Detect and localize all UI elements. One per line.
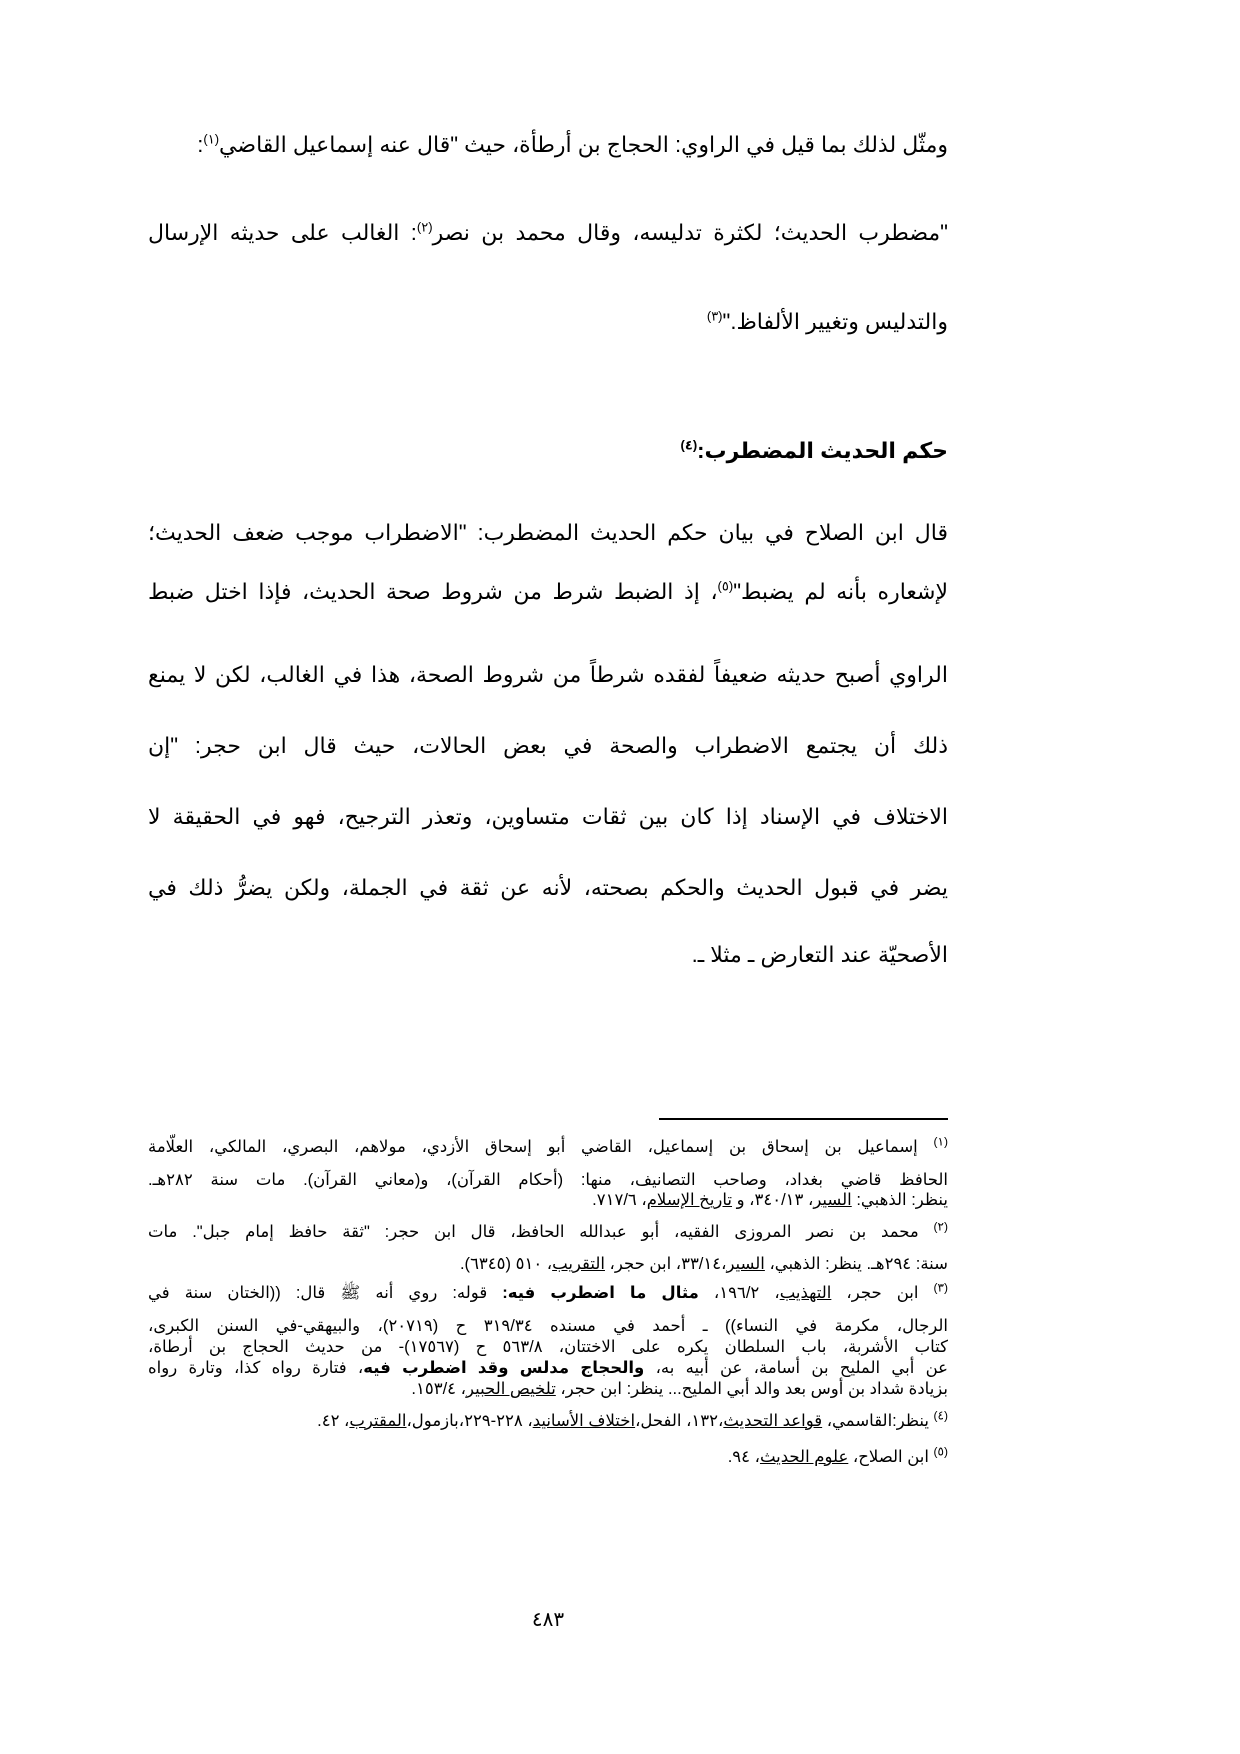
footnote-2-line bbox=[148, 1253, 948, 1275]
source-title: التهذيب bbox=[779, 1284, 832, 1302]
text-run: ينظر:القاسمي، bbox=[822, 1412, 934, 1430]
text-run: ، ٣٤٠/١٣، و bbox=[732, 1191, 814, 1209]
body-line: قال ابن الصلاح في بيان حكم الحديث المضطرب: "الاضطراب موجب ضعف الحديث؛ bbox=[148, 520, 948, 545]
bold-text: مثال ما اضطرب فيه: bbox=[502, 1284, 699, 1302]
text-run: ، ٤٢. bbox=[317, 1412, 350, 1430]
text-run: ،٣٣/١٤، ابن حجر، bbox=[604, 1255, 727, 1273]
footnote-4 bbox=[148, 1410, 948, 1432]
text-run: ، ٢٢٨-٢٢٩،بازمول، bbox=[406, 1412, 533, 1430]
text-run: : bbox=[197, 132, 204, 157]
source-title: قواعد التحديث bbox=[723, 1412, 823, 1430]
source-title: المقترب bbox=[349, 1412, 407, 1430]
text-run: "مضطرب الحديث؛ لكثرة تدليسه، وقال محمد بن نصر bbox=[432, 220, 948, 245]
body-line bbox=[148, 577, 948, 607]
footnote-ref-3[interactable]: (٣) bbox=[706, 308, 723, 324]
body-line bbox=[148, 130, 948, 160]
footnote-ref-1[interactable]: (١) bbox=[203, 131, 220, 147]
text-run: بزيادة شداد بن أوس بعد والد أبي المليح... ينظر: ابن حجر، bbox=[555, 1380, 948, 1398]
text-run: : الغالب على حديثه الإرسال bbox=[148, 220, 417, 245]
page-number: ٤٨٣ bbox=[531, 1609, 565, 1631]
footnote-3-line bbox=[148, 1378, 948, 1400]
page bbox=[148, 0, 948, 1754]
footnote-mark: (٣) bbox=[933, 1280, 948, 1295]
text-run: ، ١٥٣/٤. bbox=[411, 1380, 466, 1398]
body-line: الراوي أصبح حديثه ضعيفاً لفقده شرطاً من شروط الصحة، هذا في الغالب، لكن لا يمنع bbox=[148, 662, 948, 687]
text-run: محمد بن نصر المروزى الفقيه، أبو عبدالله الحافظ، قال ابن حجر: "ثقة حافظ إمام جبل". مات bbox=[148, 1223, 934, 1241]
text-run: ، فتارة رواه كذا، وتارة رواه bbox=[148, 1359, 364, 1377]
footnote-1-line bbox=[148, 1189, 948, 1211]
text-run: عن أبي المليح بن أسامة، عن أبيه به، bbox=[644, 1359, 948, 1377]
footnote-mark: (٤) bbox=[933, 1408, 948, 1423]
body-line: الأصحيّة عند التعارض ـ مثلا ـ. bbox=[691, 942, 948, 967]
text-run: ومثّل لذلك بما قيل في الراوي: الحجاج بن أرطأة، حيث "قال عنه إسماعيل القاضي bbox=[219, 132, 948, 157]
body-line bbox=[148, 307, 948, 337]
body-line: الاختلاف في الإسناد إذا كان بين ثقات متساوين، وتعذر الترجيح، فهو في الحقيقة لا bbox=[148, 804, 949, 829]
footnote-1 bbox=[148, 1136, 948, 1158]
footnote-5 bbox=[148, 1446, 948, 1468]
footnote-3 bbox=[148, 1282, 948, 1304]
footnote-ref-4[interactable]: (٤) bbox=[680, 437, 698, 453]
source-title: السير bbox=[813, 1191, 852, 1209]
source-title: التقريب bbox=[552, 1255, 605, 1273]
text-run: ، ١٩٦/٢، bbox=[698, 1284, 780, 1302]
text-run: ابن الصلاح، bbox=[848, 1448, 934, 1466]
source-title: تلخيص الحبير bbox=[465, 1380, 556, 1398]
text-run: ابن حجر، bbox=[831, 1284, 934, 1302]
source-title: علوم الحديث bbox=[759, 1448, 849, 1466]
text-run: سنة: ٢٩٤هـ. ينظر: الذهبي، bbox=[764, 1255, 948, 1273]
heading-text: حكم الحديث المضطرب: bbox=[697, 438, 948, 463]
footnote-2 bbox=[148, 1221, 948, 1243]
footnote-ref-2[interactable]: (٢) bbox=[416, 219, 433, 235]
text-run: ، ٧١٧/٦. bbox=[592, 1191, 647, 1209]
text-run: والتدليس وتغيير الألفاظ." bbox=[722, 309, 948, 334]
footnote-ref-5[interactable]: (٥) bbox=[717, 578, 734, 594]
section-heading bbox=[148, 436, 948, 466]
body-line: يضر في قبول الحديث والحكم بصحته، لأنه عن ثقة في الجملة، ولكن يضرُّ ذلك في bbox=[148, 875, 948, 900]
footnote-3-line: الرجال، مكرمة في النساء)) ـ أحمد في مسنده ٣١٩/٣٤ ح (٢٠٧١٩)، والبيهقي-في السنن الكبرى، bbox=[148, 1317, 948, 1335]
source-title: السير bbox=[726, 1255, 765, 1273]
body-line bbox=[148, 218, 948, 248]
text-run: ، ٥١٠ (٦٣٤٥). bbox=[459, 1255, 553, 1273]
text-run: ينظر: الذهبي: bbox=[851, 1191, 948, 1209]
source-title: تاريخ الإسلام bbox=[646, 1191, 733, 1209]
body-line: ذلك أن يجتمع الاضطراب والصحة في بعض الحالات، حيث قال ابن حجر: "إن bbox=[148, 733, 948, 758]
footnote-1-line: الحافظ قاضي بغداد، وصاحب التصانيف، منها: (أحكام القرآن)، و(معاني القرآن). مات سنة ٢٨٢هـ. bbox=[148, 1171, 948, 1189]
text-run: قوله: روي أنه ﷺ قال: ((الختان سنة في bbox=[148, 1284, 503, 1302]
text-run: إسماعيل بن إسحاق بن إسماعيل، القاضي أبو إسحاق الأزدي، مولاهم، البصري، المالكي، العلّامة bbox=[148, 1138, 934, 1156]
text-run: لإشعاره بأنه لم يضبط" bbox=[733, 579, 949, 604]
footnote-separator bbox=[659, 1118, 948, 1120]
footnote-3-line bbox=[148, 1357, 948, 1379]
footnote-mark: (١) bbox=[933, 1134, 948, 1149]
footnote-3-line: كتاب الأشربة، باب السلطان يكره على الاختتان، ٥٦٣/٨ ح (١٧٥٦٧)- من حديث الحجاج بن أرطاة، bbox=[148, 1338, 949, 1356]
footnote-mark: (٢) bbox=[933, 1219, 948, 1234]
bold-text: والحجاج مدلس وقد اضطرب فيه bbox=[363, 1359, 645, 1377]
source-title: اختلاف الأسانيد bbox=[532, 1412, 636, 1430]
text-run: ، إذ الضبط شرط من شروط صحة الحديث، فإذا اختل ضبط bbox=[148, 579, 718, 604]
text-run: ،١٣٢، الفحل، bbox=[635, 1412, 724, 1430]
footnote-mark: (٥) bbox=[933, 1444, 948, 1459]
text-run: ، ٩٤. bbox=[727, 1448, 760, 1466]
